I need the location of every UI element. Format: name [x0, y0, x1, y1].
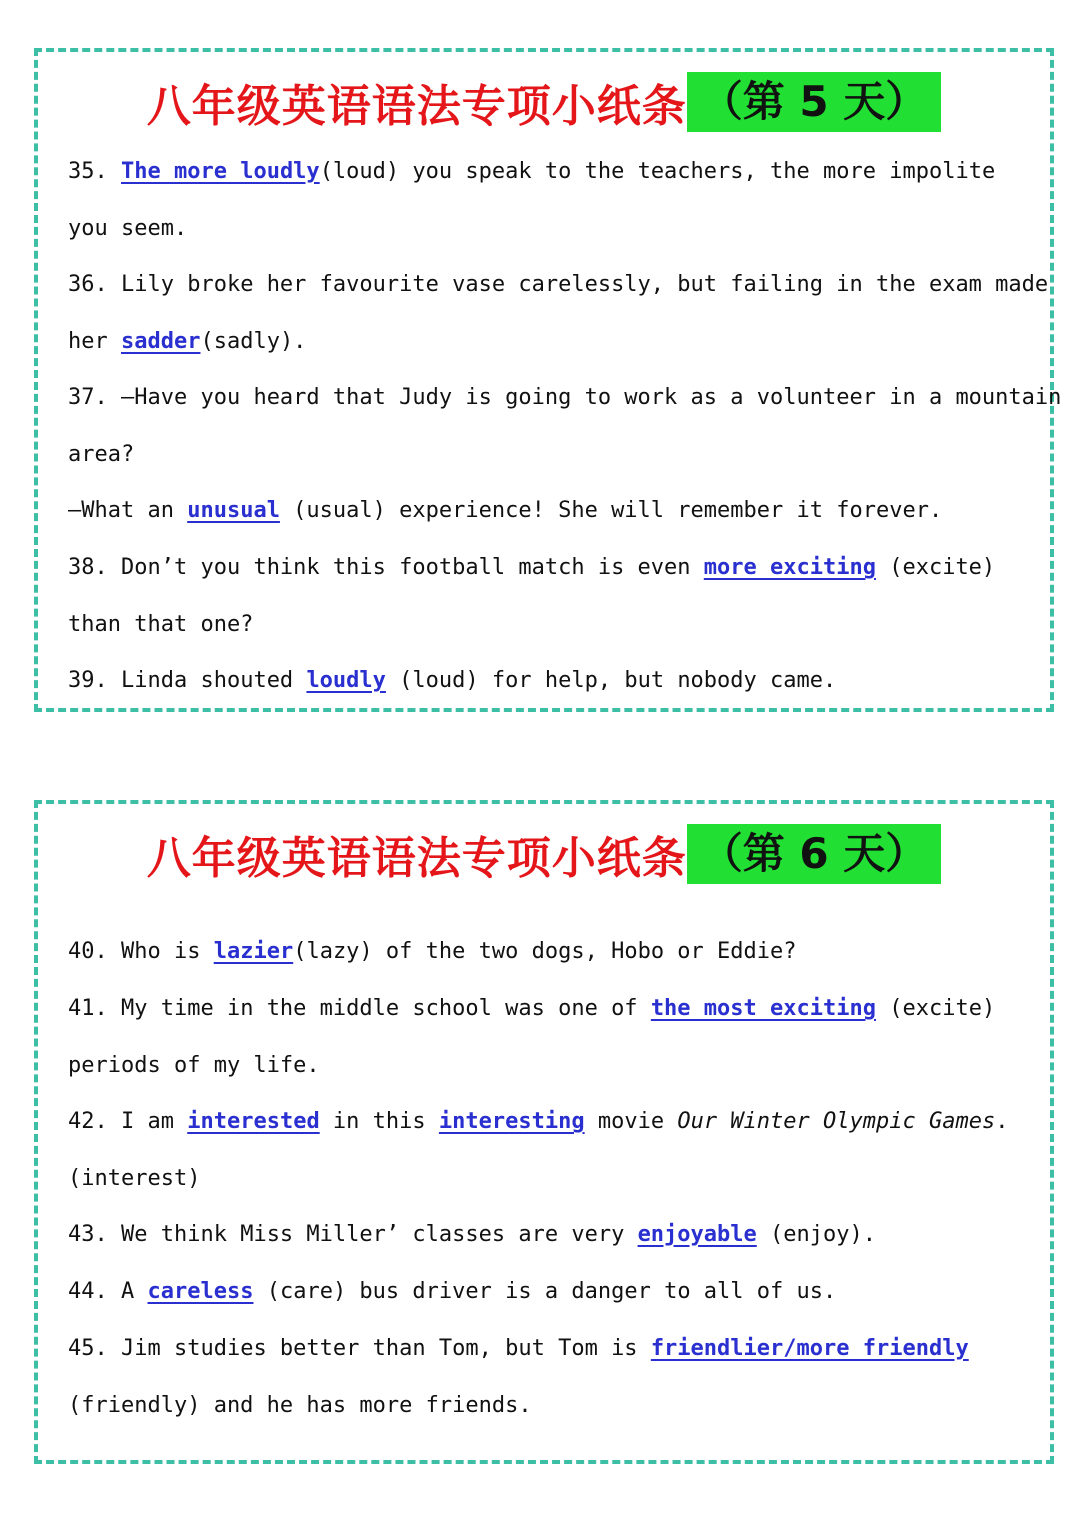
question-text: periods of my life.: [68, 1052, 320, 1078]
question-number: 36.: [68, 272, 108, 297]
answer-text: the most exciting: [650, 996, 876, 1021]
question-text: (loud) you speak to the teachers, the more impolite: [319, 159, 996, 184]
question-number: 44.: [68, 1279, 108, 1304]
question-text: Who is: [107, 939, 214, 964]
question-text: area?: [68, 441, 135, 467]
question-line: [68, 1378, 1028, 1435]
question-text: [108, 159, 121, 184]
question-number: 45.: [68, 1336, 108, 1361]
question-number: 35.: [68, 159, 108, 184]
question-36: [68, 257, 1049, 370]
question-number: 40.: [68, 939, 108, 964]
question-line: [68, 1094, 1028, 1151]
question-line: [68, 201, 1028, 258]
answer-text: careless: [147, 1279, 254, 1304]
question-43: [68, 1207, 1028, 1264]
question-number: 37.: [68, 385, 108, 410]
question-text: Lily broke her favourite vase carelessly, but failing in the exam made: [107, 272, 1049, 297]
card-title-row: [38, 70, 1050, 134]
question-line: [68, 1321, 1028, 1378]
answer-text: lazier: [213, 939, 294, 964]
question-line: [68, 370, 1062, 427]
question-40: [68, 924, 1028, 981]
answer-text: loudly: [306, 668, 386, 693]
question-text: (loud) for help, but nobody came.: [385, 668, 837, 693]
question-number: 39.: [68, 668, 108, 693]
question-41: [68, 981, 1028, 1094]
card-title: 八年级英语语法专项小纸条: [146, 81, 687, 132]
question-line: [68, 483, 1028, 540]
question-44: [68, 1264, 1028, 1321]
question-line: [68, 314, 1028, 371]
question-text: —What an: [68, 498, 188, 524]
question-line: [68, 597, 1028, 654]
question-line: [68, 981, 1028, 1038]
question-text: —Have you heard that Judy is going to work as a volunteer in a mountain: [107, 385, 1062, 410]
question-text: I am: [107, 1109, 188, 1134]
answer-text: interested: [187, 1109, 320, 1134]
answer-text: friendlier/more friendly: [650, 1336, 969, 1361]
answer-text: unusual: [187, 498, 280, 524]
question-text: Linda shouted: [107, 668, 307, 693]
question-text: My time in the middle school was one of: [107, 996, 651, 1021]
question-text: her: [68, 328, 121, 354]
question-text: you seem.: [68, 215, 188, 241]
question-text: Don’t you think this football match is even: [107, 555, 704, 580]
answer-text: enjoyable: [637, 1222, 757, 1247]
answer-text: The more loudly: [121, 159, 320, 184]
question-text: than that one?: [68, 611, 254, 637]
question-45: [68, 1321, 1028, 1434]
question-line: [68, 427, 1028, 484]
question-line: [68, 1151, 1028, 1208]
question-text: .: [995, 1109, 1009, 1134]
question-text: (sadly).: [200, 328, 307, 354]
question-line: [68, 1038, 1028, 1095]
answer-text: more exciting: [703, 555, 876, 580]
question-line: [68, 540, 1028, 597]
question-text: We think Miss Miller’ classes are very: [107, 1222, 638, 1247]
question-line: [68, 1207, 1028, 1264]
question-text: A: [107, 1279, 148, 1304]
question-text: (friendly) and he has more friends.: [68, 1392, 532, 1418]
question-line: [68, 924, 1028, 981]
note-card-day-6: [34, 800, 1054, 1464]
question-line: [68, 257, 1049, 314]
question-text: (lazy) of the two dogs, Hobo or Eddie?: [293, 939, 797, 964]
question-39: [68, 653, 1028, 710]
question-number: 43.: [68, 1222, 108, 1247]
question-text: (interest): [68, 1165, 201, 1191]
question-line: [68, 1264, 1028, 1321]
question-text: movie: [584, 1109, 678, 1134]
question-line: [68, 653, 1028, 710]
question-number: 41.: [68, 996, 108, 1021]
question-number: 38.: [68, 555, 108, 580]
question-35: [68, 144, 1028, 257]
card-title-row: [38, 822, 1050, 886]
title-italic-text: Our Winter Olympic Games: [677, 1109, 996, 1134]
question-line: [68, 144, 1028, 201]
answer-text: sadder: [120, 328, 201, 354]
question-text: in this: [319, 1109, 439, 1134]
question-text: (enjoy).: [756, 1222, 876, 1247]
question-number: 42.: [68, 1109, 108, 1134]
question-37: [68, 370, 1062, 540]
day-badge: （第 6 天）: [687, 824, 941, 884]
answer-text: interesting: [438, 1109, 585, 1134]
day-badge: （第 5 天）: [687, 72, 941, 132]
question-text: (excite): [875, 996, 996, 1021]
card-title: 八年级英语语法专项小纸条: [146, 833, 687, 884]
question-text: (excite): [875, 555, 996, 580]
question-text: (care) bus driver is a danger to all of us.: [253, 1279, 837, 1304]
question-text: (usual) experience! She will remember it forever.: [279, 498, 943, 524]
question-38: [68, 540, 1028, 653]
note-card-day-5: [34, 48, 1062, 712]
question-42: [68, 1094, 1028, 1207]
question-text: Jim studies better than Tom, but Tom is: [107, 1336, 651, 1361]
